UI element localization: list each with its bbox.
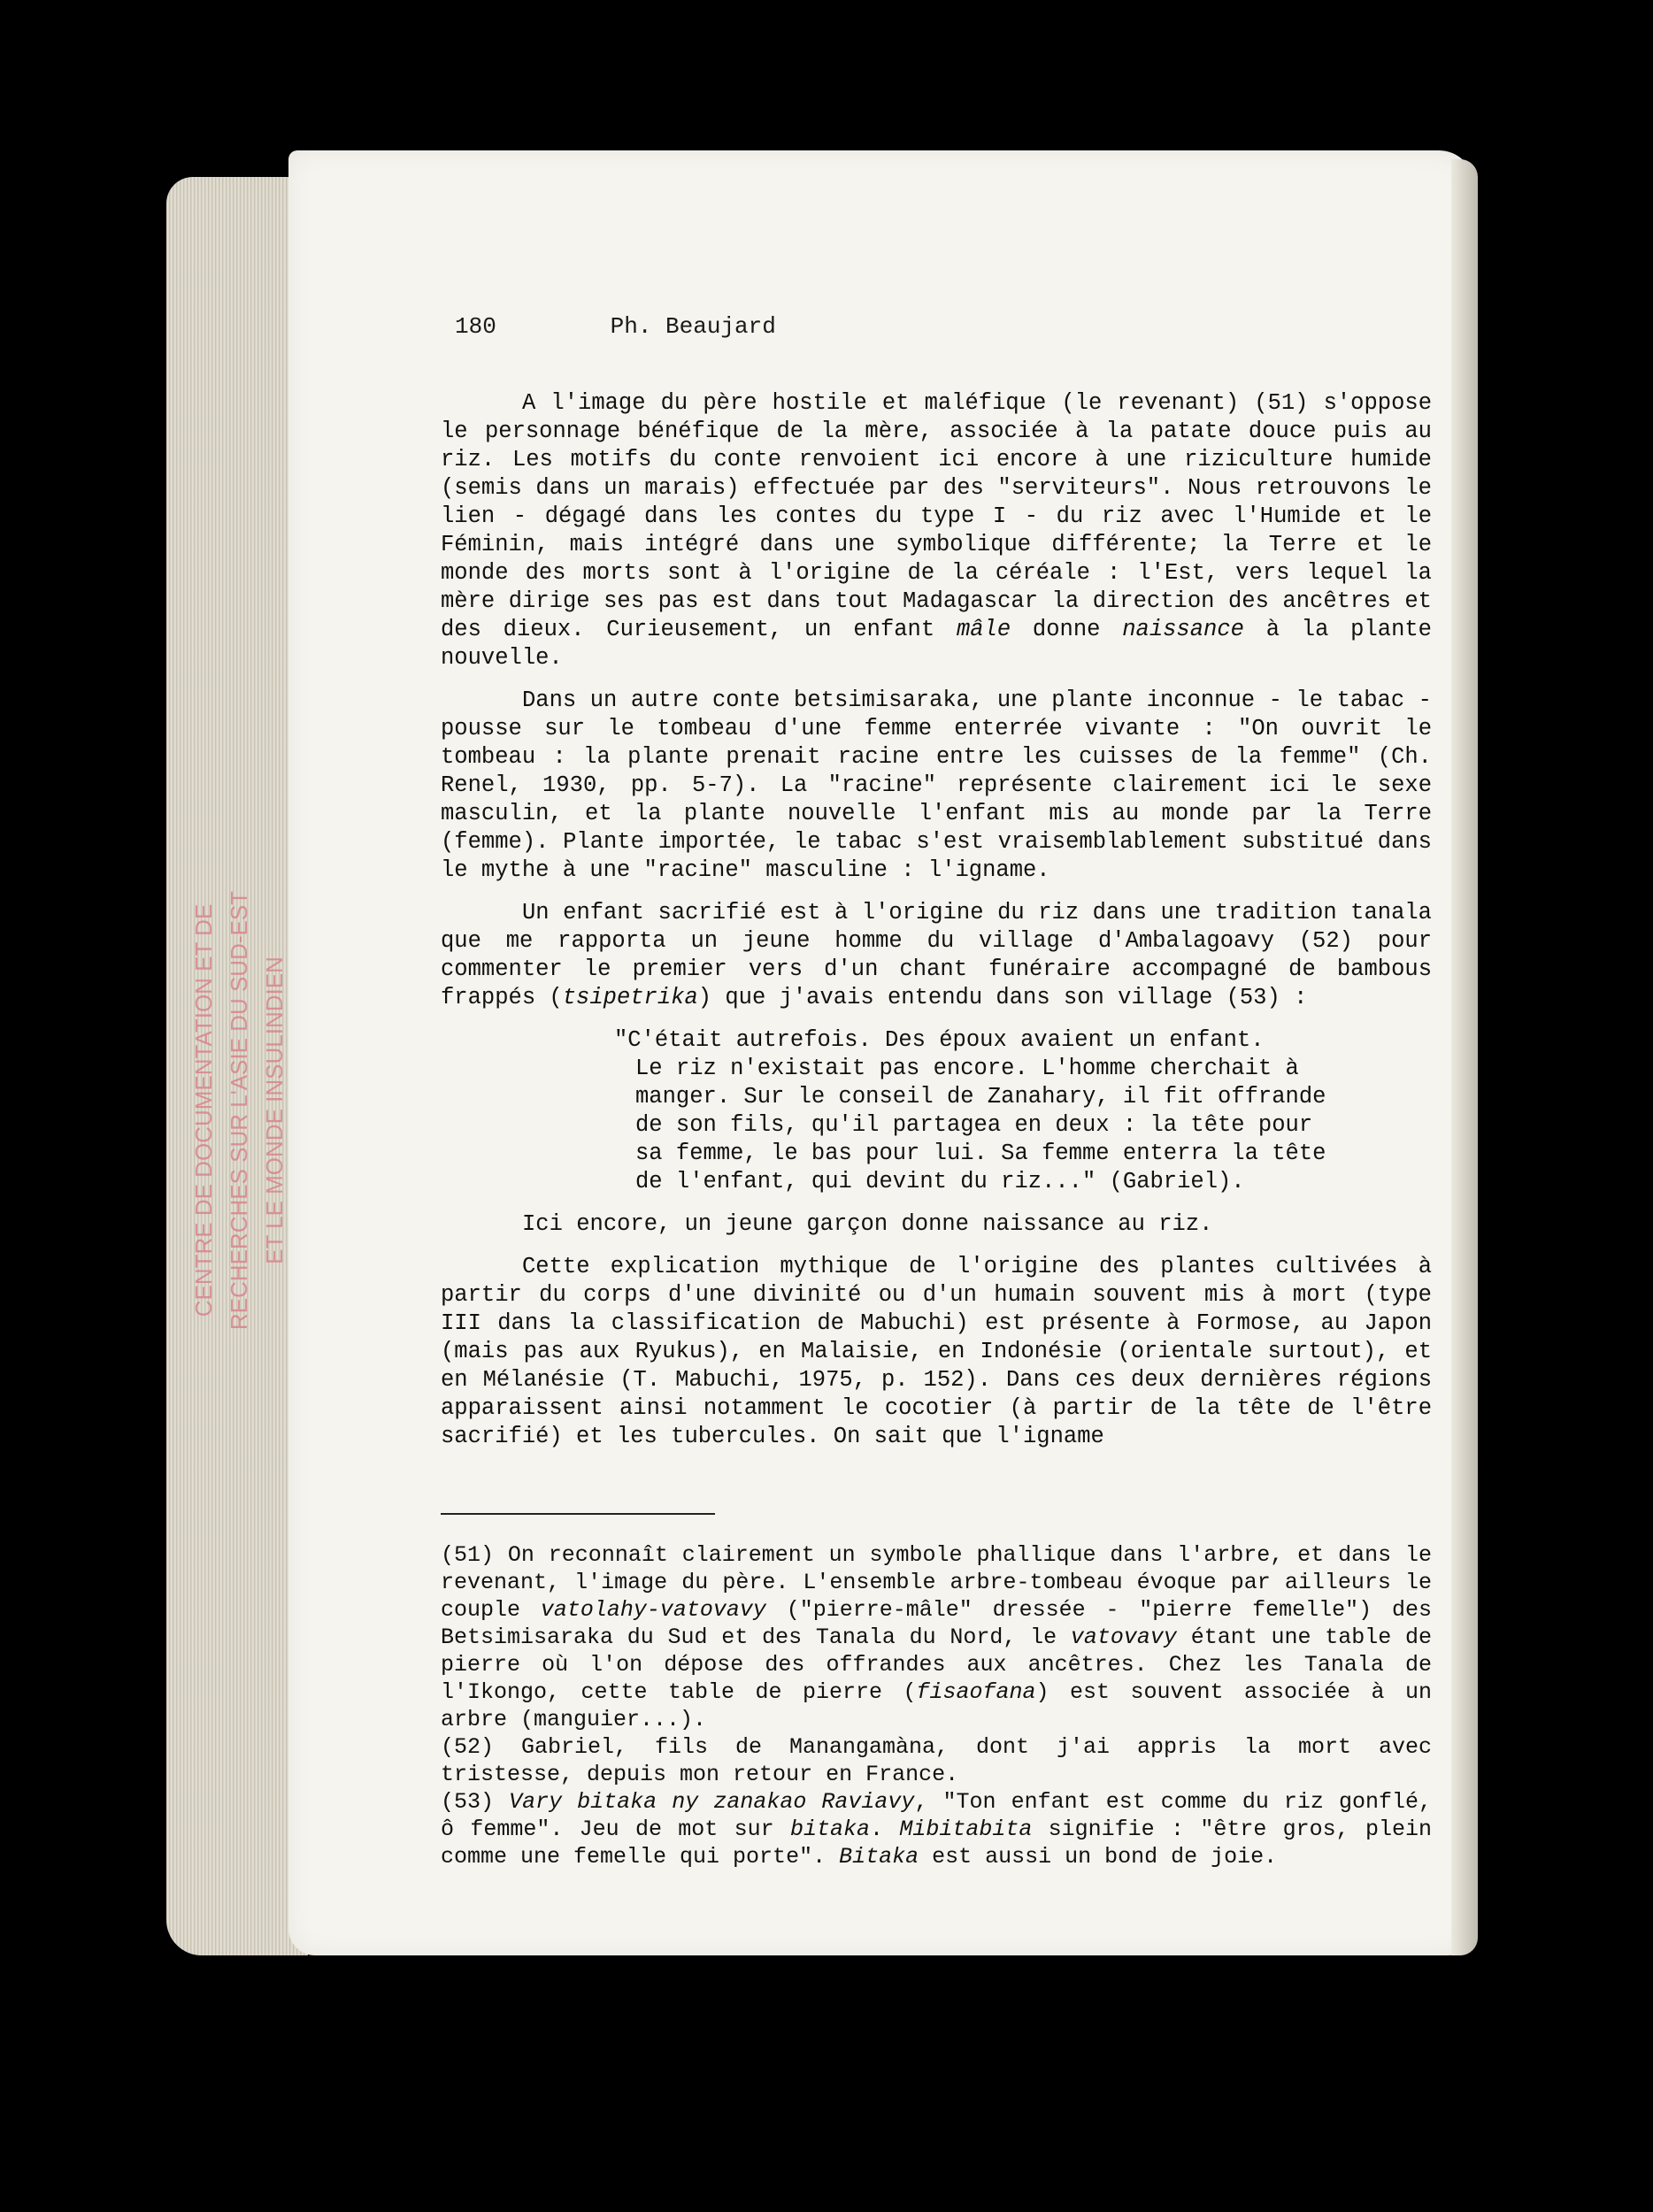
stamp-line-2: RECHERCHES SUR L'ASIE DU SUD-EST	[226, 890, 252, 1331]
footnote-53-text: (53)	[441, 1789, 510, 1815]
footnote-53-text-2: , "Ton enfant est comme du riz gonflé, ô femme". Jeu de mot sur	[441, 1789, 1433, 1842]
footnote-51	[441, 1541, 1432, 1733]
quote-line: de son fils, qu'il partagea en deux : la tête pour	[635, 1112, 1313, 1138]
italic-mibitabita: Mibitabita	[899, 1816, 1033, 1842]
stamp-line-1: CENTRE DE DOCUMENTATION ET DE	[190, 903, 217, 1317]
footnote-52: (52) Gabriel, fils de Manangamàna, dont j'ai appris la mort avec tristesse, depuis mon retour en France.	[441, 1734, 1432, 1787]
paragraph-2: Dans un autre conte betsimisaraka, une plante inconnue - le tabac - pousse sur le tombeau d'une femme enterrée vivante : "On ouvrit le tombeau : la plante prenait racine entre les cuisses de la femme" (Ch. Renel, 1930, pp. 5-7). La "racine" représente clairement ici le sexe masculin, et la plante nouvelle l'enfant mis au monde par la Terre (femme). Plante importée, le tabac s'est vraisemblablement substitué dans le mythe à une "racine" masculine : l'igname.	[441, 687, 1432, 883]
italic-naissance: naissance	[1122, 617, 1244, 642]
paragraph-3-text: Un enfant sacrifié est à l'origine du riz dans une tradition tanala que me rapporta un jeune homme du village d'Ambalagoavy (52) pour commenter le premier vers d'un chant funéraire accompagné de bambous frappés (	[441, 900, 1432, 1010]
quote-line: sa femme, le bas pour lui. Sa femme enterra la tête	[635, 1141, 1326, 1166]
library-stamp	[186, 880, 319, 1331]
stamp-line-3: ET LE MONDE INSULINDIEN	[261, 956, 288, 1264]
italic-bitaka: bitaka	[789, 1816, 870, 1842]
paragraph-1	[441, 389, 1432, 672]
footnote-51-text: (51) On reconnaît clairement un symbole phallique dans l'arbre, et dans le revenant, l'image du père. L'ensemble arbre-tombeau évoque par ailleurs le couple	[441, 1542, 1432, 1623]
footnote-53-text-4: signifie : "être gros, plein comme une femelle qui porte".	[441, 1816, 1432, 1870]
page-curl-edge	[1451, 159, 1478, 1955]
quote-line: "C'était autrefois. Des époux avaient un enfant.	[614, 1027, 1265, 1053]
running-header	[455, 313, 776, 340]
footnote-51-text-4: ) est souvent associée à un arbre (manguier...).	[441, 1679, 1432, 1732]
paragraph-1-text: A l'image du père hostile et maléfique (le revenant) (51) s'oppose le personnage bénéfique de la mère, associée à la patate douce puis au riz. Les motifs du conte renvoient ici encore à une riziculture humide (semis dans un marais) effectuée par des "serviteurs". Nous retrouvons le lien - dégagé dans les contes du type I - du riz avec l'Humide et le Féminin, mais intégré dans une symbolique différente; la Terre et le monde des morts sont à l'origine de la céréale : l'Est, vers lequel la mère dirige ses pas est dans tout Madagascar la direction des ancêtres et des dieux. Curieusement, un enfant	[441, 390, 1432, 642]
paragraph-3-text-2: ) que j'avais entendu dans son village (53) :	[697, 985, 1308, 1010]
paragraph-4: Ici encore, un jeune garçon donne naissance au riz.	[522, 1211, 1213, 1237]
italic-fisaofana: fisaofana	[916, 1679, 1036, 1705]
italic-bitaka-2: Bitaka	[839, 1844, 919, 1870]
footnote-51-text-3: étant une table de pierre où l'on dépose des offrandes aux ancêtres. Chez les Tanala de l'Ikongo, cette table de pierre (	[441, 1624, 1432, 1705]
paragraph-1-text-2: donne	[1011, 617, 1123, 642]
footnote-separator	[441, 1513, 715, 1515]
footnote-53	[441, 1788, 1432, 1870]
quote-line: Le riz n'existait pas encore. L'homme cherchait à	[635, 1056, 1299, 1081]
footnotes	[441, 1541, 1432, 1870]
block-quote	[614, 1026, 1361, 1196]
quote-line: manger. Sur le conseil de Zanahary, il fit offrande	[635, 1084, 1326, 1110]
footnote-53-text-3: .	[869, 1816, 900, 1842]
italic-tsipetrika: tsipetrika	[562, 985, 698, 1010]
paragraph-5: Cette explication mythique de l'origine des plantes cultivées à partir du corps d'une divinité ou d'un humain souvent mis à mort (type III dans la classification de Mabuchi) est présente à Formose, au Japon (mais pas aux Ryukus), en Malaisie, en Indonésie (orientale surtout), et en Mélanésie (T. Mabuchi, 1975, p. 152). Dans ces deux dernières régions apparaissent ainsi notamment le cocotier (à partir de la tête de l'être sacrifié) et les tubercules. On sait que l'igname	[441, 1254, 1432, 1449]
footnote-53-text-5: est aussi un bond de joie.	[919, 1844, 1278, 1870]
paragraph-1-text-3: à la plante nouvelle.	[441, 617, 1432, 671]
italic-vatovavy: vatovavy	[1070, 1624, 1177, 1650]
italic-vary-bitaka: Vary bitaka ny zanakao Raviavy	[509, 1789, 915, 1815]
page-number: 180	[455, 313, 496, 340]
main-text	[441, 389, 1432, 1465]
footnote-51-text-2: ("pierre-mâle" dressée - "pierre femelle") des Betsimisaraka du Sud et des Tanala du Nord, le	[441, 1597, 1432, 1650]
paragraph-3	[441, 899, 1432, 1012]
author-name: Ph. Beaujard	[610, 313, 776, 340]
quote-line: de l'enfant, qui devint du riz..." (Gabriel).	[635, 1169, 1245, 1194]
italic-male: mâle	[956, 617, 1011, 642]
italic-vatolahy: vatolahy-vatovavy	[540, 1597, 766, 1623]
